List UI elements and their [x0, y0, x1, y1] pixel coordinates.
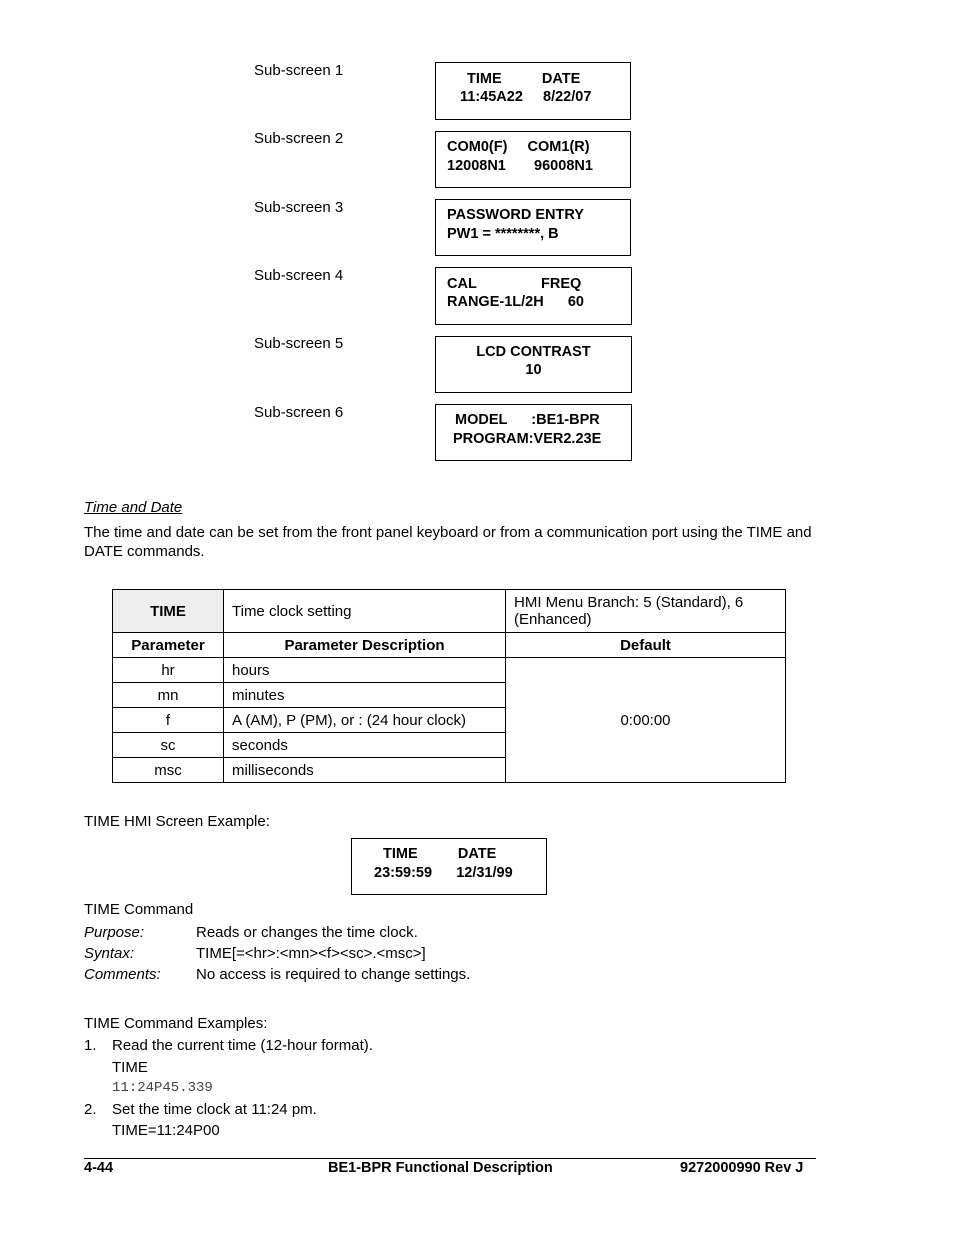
command-name-cell: TIME	[113, 590, 224, 633]
lcd-display	[435, 267, 632, 325]
col-header-description: Parameter Description	[224, 633, 506, 658]
subscreen-label: Sub-screen 4	[254, 267, 344, 284]
desc-cell: hours	[224, 658, 506, 683]
lcd-display	[435, 62, 631, 120]
purpose-label: Purpose:	[84, 924, 145, 941]
lcd-line-2: 23:59:59 12/31/99	[374, 865, 513, 881]
syntax-label: Syntax:	[84, 945, 135, 962]
footer-divider	[84, 1158, 816, 1159]
desc-cell: A (AM), P (PM), or : (24 hour clock)	[224, 708, 506, 733]
command-desc-cell: Time clock setting	[224, 590, 506, 633]
lcd-line-2: PW1 = ********, B	[447, 226, 559, 242]
lcd-line-1: COM0(F) COM1(R)	[447, 139, 590, 155]
lcd-display	[435, 131, 631, 188]
lcd-display	[435, 404, 632, 461]
lcd-line-1: MODEL :BE1-BPR	[455, 412, 600, 428]
subscreen-label: Sub-screen 2	[254, 130, 344, 147]
param-cell: msc	[113, 758, 224, 783]
lcd-line-2: 12008N1 96008N1	[447, 158, 593, 174]
lcd-line-1: LCD CONTRAST	[476, 344, 591, 360]
footer-page-number: 4-44	[84, 1160, 114, 1176]
section-intro: The time and date can be set from the front panel keyboard or from a communication port using the TIME and DATE commands.	[84, 524, 812, 560]
param-cell: sc	[113, 733, 224, 758]
hmi-example-caption: TIME HMI Screen Example:	[84, 813, 270, 830]
example-input: TIME	[112, 1059, 148, 1076]
footer-doc-number: 9272000990 Rev J	[680, 1160, 804, 1176]
syntax-text: TIME[=<hr>:<mn><f><sc>.<msc>]	[196, 945, 426, 962]
param-cell: mn	[113, 683, 224, 708]
example-number: 1.	[84, 1037, 97, 1054]
lcd-line-1: PASSWORD ENTRY	[447, 207, 584, 223]
lcd-line-1: TIME DATE	[467, 71, 581, 87]
example-text: Set the time clock at 11:24 pm.	[112, 1101, 317, 1118]
examples-title: TIME Command Examples:	[84, 1015, 268, 1032]
subscreen-label: Sub-screen 5	[254, 335, 344, 352]
command-title: TIME Command	[84, 901, 194, 918]
footer-title: BE1-BPR Functional Description	[328, 1160, 553, 1176]
subscreen-label: Sub-screen 1	[254, 62, 344, 79]
lcd-display	[435, 336, 632, 393]
hmi-example-lcd	[351, 838, 547, 895]
lcd-line-2: 10	[525, 362, 542, 378]
desc-cell: milliseconds	[224, 758, 506, 783]
param-cell: f	[113, 708, 224, 733]
lcd-line-2: RANGE-1L/2H 60	[447, 294, 584, 310]
comments-label: Comments:	[84, 966, 161, 983]
subscreen-label: Sub-screen 6	[254, 404, 344, 421]
example-input: TIME=11:24P00	[112, 1122, 220, 1139]
lcd-line-2: 11:45A22 8/22/07	[460, 89, 592, 105]
desc-cell: seconds	[224, 733, 506, 758]
lcd-line-1: CAL FREQ	[447, 276, 582, 292]
lcd-line-2: PROGRAM:VER2.23E	[453, 431, 602, 447]
param-cell: hr	[113, 658, 224, 683]
menu-branch-cell: HMI Menu Branch: 5 (Standard), 6 (Enhanced)	[506, 590, 786, 633]
time-parameter-table	[112, 589, 786, 783]
subscreen-label: Sub-screen 3	[254, 199, 344, 216]
purpose-text: Reads or changes the time clock.	[196, 924, 418, 941]
example-number: 2.	[84, 1101, 97, 1118]
example-text: Read the current time (12-hour format).	[112, 1037, 373, 1054]
desc-cell: minutes	[224, 683, 506, 708]
example-output: 11:24P45.339	[112, 1080, 213, 1096]
table-row	[113, 658, 786, 683]
comments-text: No access is required to change settings.	[196, 966, 471, 983]
section-heading: Time and Date	[84, 499, 183, 516]
default-cell: 0:00:00	[506, 658, 786, 783]
lcd-display	[435, 199, 631, 256]
col-header-parameter: Parameter	[113, 633, 224, 658]
col-header-default: Default	[506, 633, 786, 658]
lcd-line-1: TIME DATE	[383, 846, 497, 862]
